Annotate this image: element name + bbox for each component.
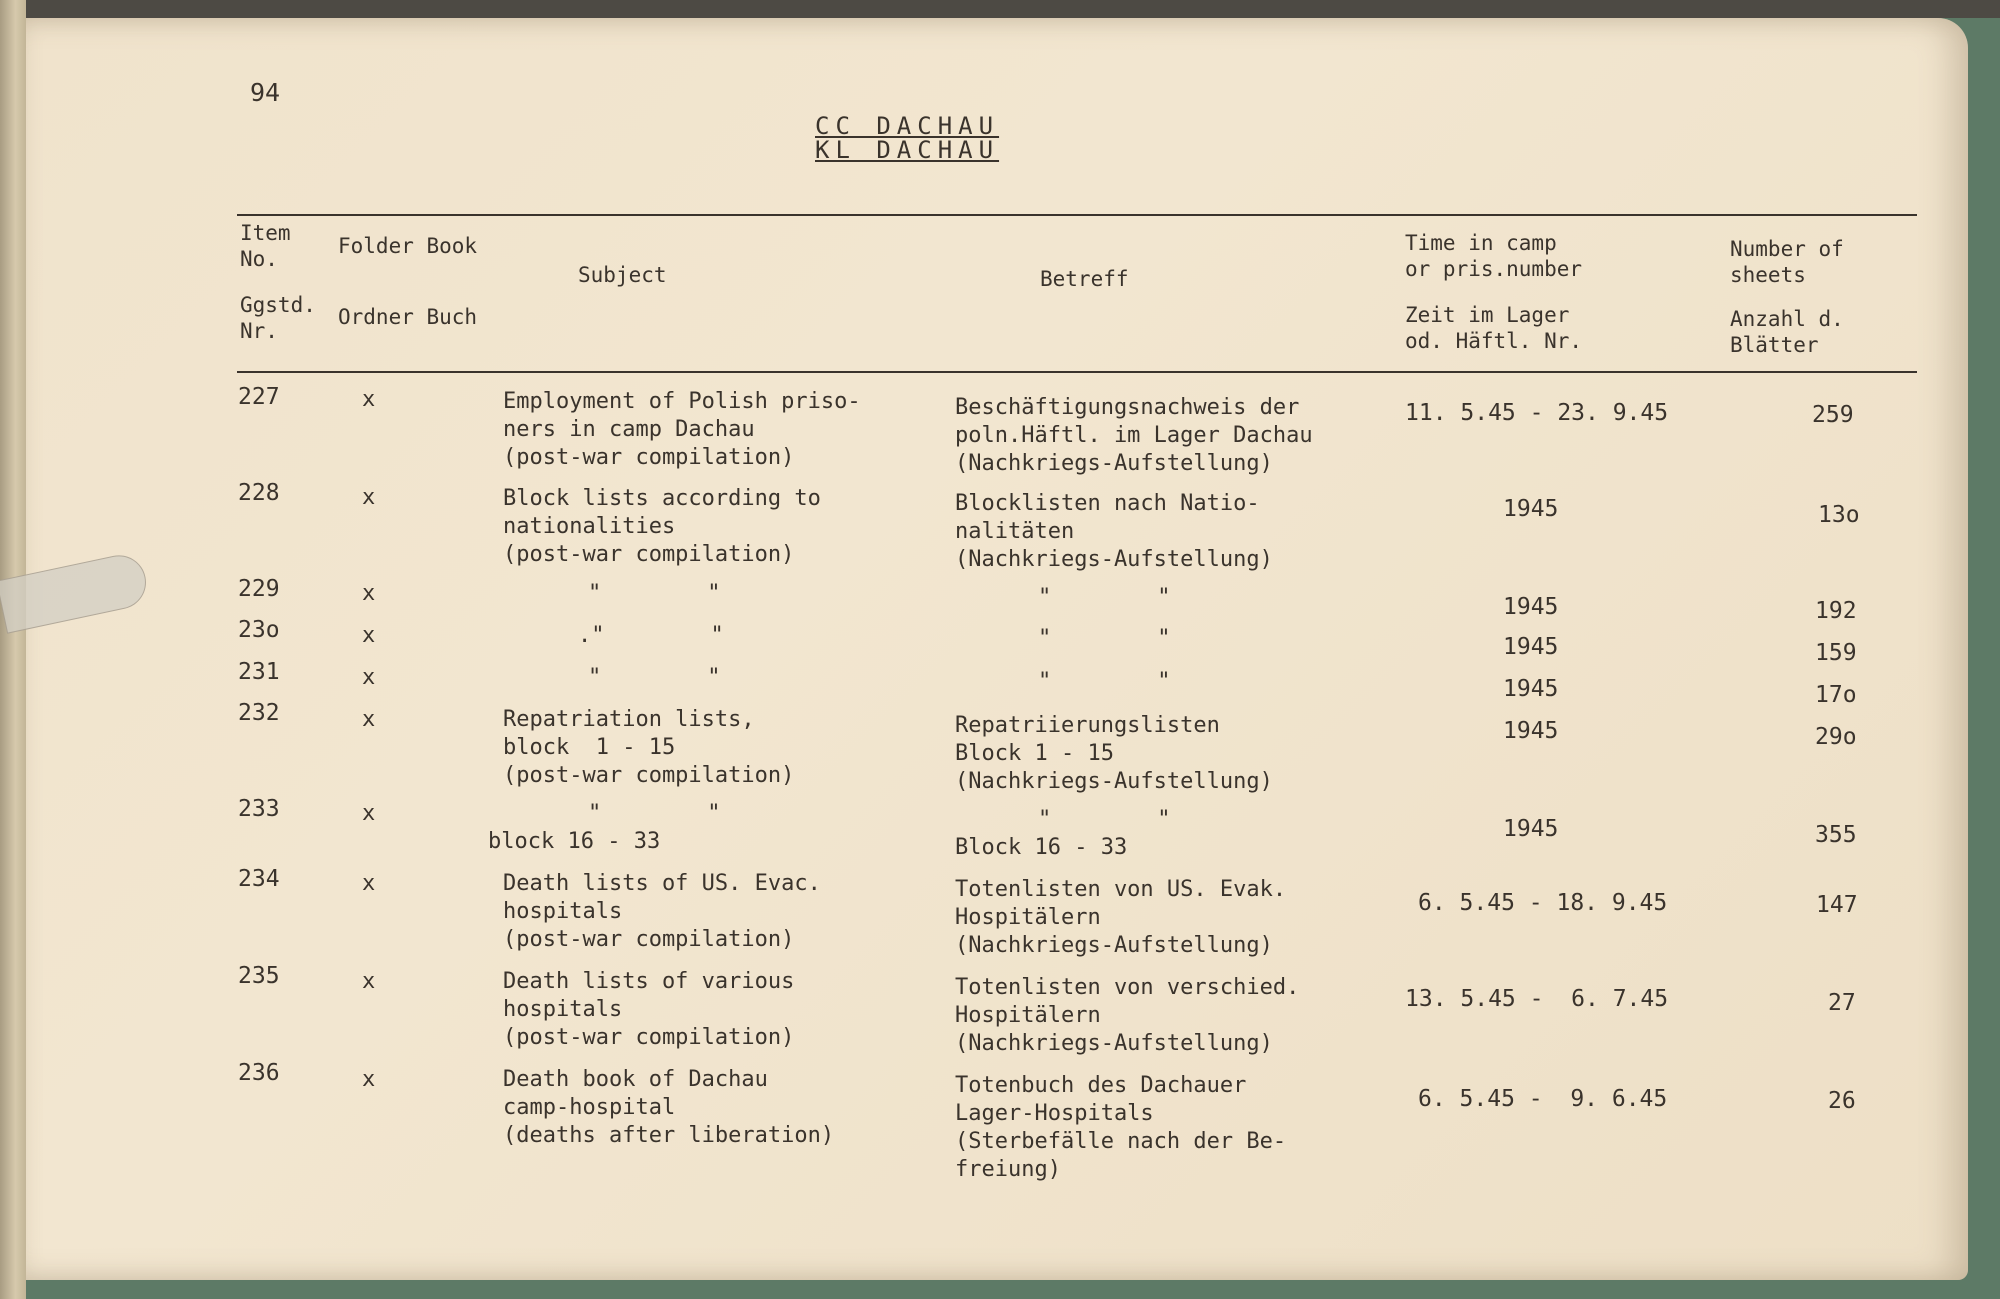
folder-mark: x [362, 871, 376, 896]
item-number: 233 [238, 796, 280, 822]
time-cell: 13. 5.45 - 6. 7.45 [1405, 986, 1669, 1012]
header-time-de: Zeit im Lager od. Häftl. Nr. [1405, 303, 1583, 353]
header-item-en: Item No. [240, 221, 291, 271]
betreff-cell: Totenlisten von verschied. Hospitälern (Nachkriegs-Aufstellung) [955, 975, 1300, 1056]
betreff-cell: Repatriierungslisten Block 1 - 15 (Nachkriegs-Aufstellung) [955, 713, 1273, 794]
time-cell: 1945 [1503, 594, 1559, 620]
betreff-cell: " " [1038, 807, 1171, 832]
item-number: 231 [238, 659, 280, 685]
header-sheets-de: Anzahl d. Blätter [1730, 307, 1844, 357]
header-sheets-en: Number of sheets [1730, 237, 1844, 287]
header-betreff: Betreff [1040, 267, 1129, 291]
folder-mark: x [362, 581, 376, 606]
betreff-cell: Blocklisten nach Natio- nalitäten (Nachkriegs-Aufstellung) [955, 491, 1273, 572]
item-number: 228 [238, 480, 280, 506]
folder-mark: x [362, 665, 376, 690]
item-number: 234 [238, 866, 280, 892]
folder-mark: x [362, 1067, 376, 1092]
folder-mark: x [362, 707, 376, 732]
header-item-de: Ggstd. Nr. [240, 293, 316, 343]
subject-cell: " " [588, 801, 721, 826]
book-spine [0, 0, 26, 1299]
title-german: KL DACHAU [815, 136, 1000, 164]
subject-cell: Death lists of US. Evac. hospitals (post-war compilation) [503, 871, 821, 952]
sheets-cell: 29o [1815, 724, 1857, 750]
page-number: 94 [250, 78, 281, 107]
sheets-cell: 259 [1812, 402, 1854, 428]
betreff-cell: " " [1038, 626, 1171, 651]
header-folder-book-de: Ordner Buch [338, 305, 478, 329]
header-folder-book-en: Folder Book [338, 234, 478, 258]
folder-mark: x [362, 485, 376, 510]
subject-cell: Block lists according to nationalities (post-war compilation) [503, 486, 821, 567]
sheets-cell: 147 [1816, 892, 1858, 918]
betreff-cell: " " [1038, 669, 1171, 694]
subject-cell: ." " [578, 623, 724, 648]
betreff-cell-continued: Block 16 - 33 [955, 835, 1128, 860]
subject-cell: Repatriation lists, block 1 - 15 (post-war compilation) [503, 707, 795, 788]
sheets-cell: 13o [1818, 502, 1860, 528]
betreff-cell: Totenbuch des Dachauer Lager-Hospitals (Sterbefälle nach der Be- freiung) [955, 1073, 1287, 1182]
folder-mark: x [362, 623, 376, 648]
time-cell: 6. 5.45 - 9. 6.45 [1418, 1086, 1668, 1112]
betreff-cell: " " [1038, 585, 1171, 610]
item-number: 23o [238, 617, 280, 643]
subject-cell: Death book of Dachau camp-hospital (deaths after liberation) [503, 1067, 835, 1148]
time-cell: 1945 [1503, 634, 1559, 660]
subject-cell: Employment of Polish priso- ners in camp Dachau (post-war compilation) [503, 389, 861, 470]
header-subject: Subject [578, 263, 667, 287]
header-top-rule [237, 214, 1917, 216]
title-english: CC DACHAU [815, 112, 1000, 140]
folder-mark: x [362, 969, 376, 994]
sheets-cell: 355 [1815, 822, 1857, 848]
time-cell: 1945 [1503, 676, 1559, 702]
sheets-cell: 159 [1815, 640, 1857, 666]
item-number: 232 [238, 700, 280, 726]
time-cell: 1945 [1503, 718, 1559, 744]
sheets-cell: 17o [1815, 682, 1857, 708]
item-number: 229 [238, 576, 280, 602]
betreff-cell: Totenlisten von US. Evak. Hospitälern (Nachkriegs-Aufstellung) [955, 877, 1287, 958]
item-number: 227 [238, 384, 280, 410]
subject-cell: " " [588, 665, 721, 690]
time-cell: 1945 [1503, 816, 1559, 842]
folder-mark: x [362, 801, 376, 826]
subject-cell-continued: block 16 - 33 [488, 829, 661, 854]
sheets-cell: 192 [1815, 598, 1857, 624]
scan-top-edge [0, 0, 2000, 18]
header-time-en: Time in camp or pris.number [1405, 231, 1583, 281]
time-cell: 11. 5.45 - 23. 9.45 [1405, 400, 1669, 426]
time-cell: 6. 5.45 - 18. 9.45 [1418, 890, 1668, 916]
sheets-cell: 26 [1828, 1088, 1856, 1114]
sheets-cell: 27 [1828, 990, 1856, 1016]
betreff-cell: Beschäftigungsnachweis der poln.Häftl. im Lager Dachau (Nachkriegs-Aufstellung) [955, 395, 1313, 476]
subject-cell: Death lists of various hospitals (post-war compilation) [503, 969, 795, 1050]
subject-cell: " " [588, 581, 721, 606]
item-number: 236 [238, 1060, 280, 1086]
time-cell: 1945 [1503, 496, 1559, 522]
header-bottom-rule [237, 371, 1917, 373]
folder-mark: x [362, 387, 376, 412]
item-number: 235 [238, 963, 280, 989]
